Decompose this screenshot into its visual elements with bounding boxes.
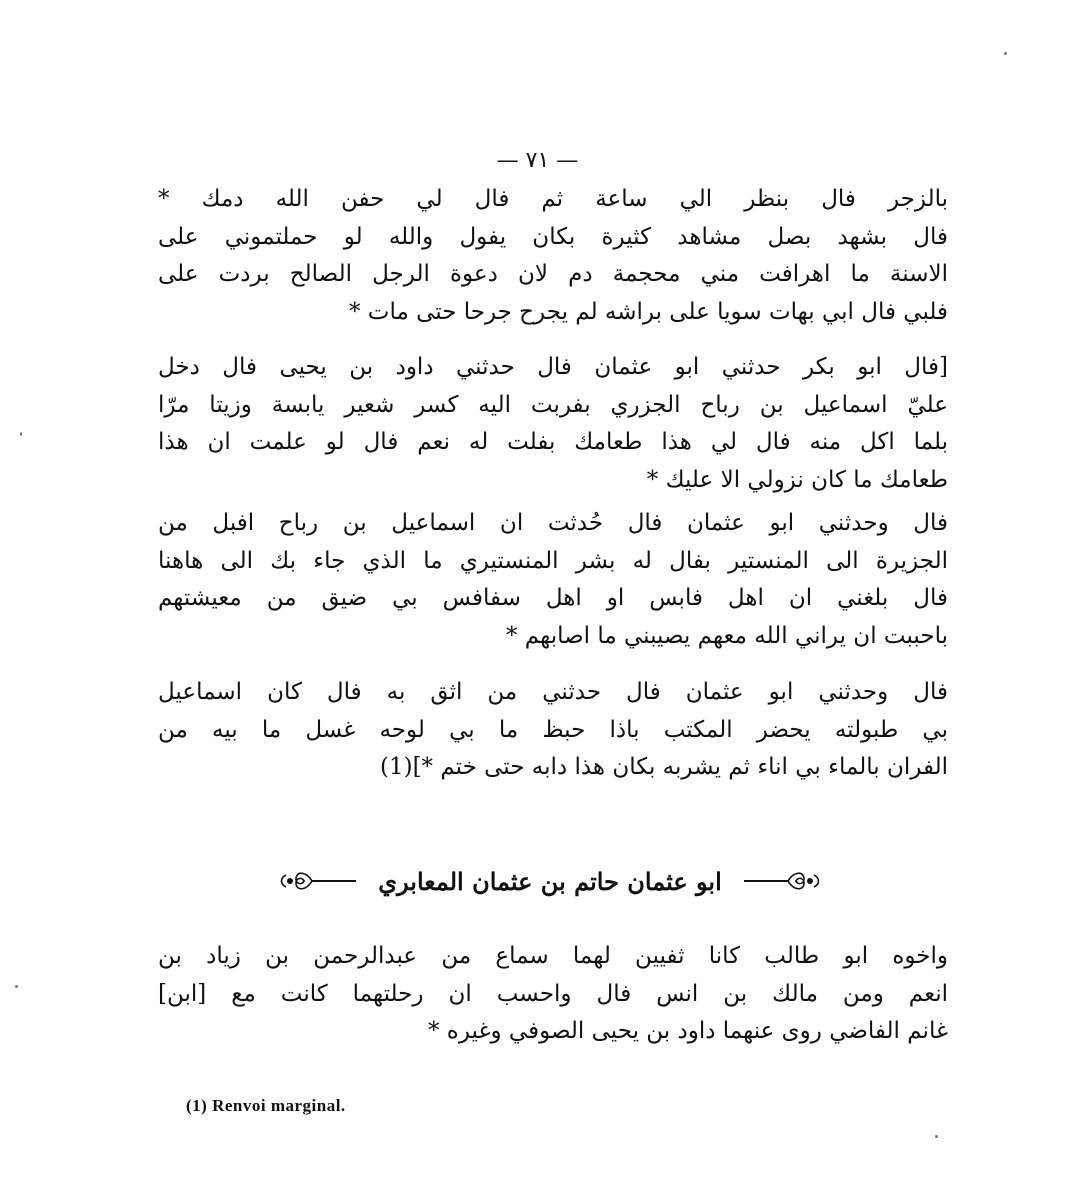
text-line: انعم ومن مالك بن انس فال واحسب ان رحلتهما كانت مع [ابن] bbox=[158, 980, 948, 1007]
text-line: فال بلغني ان اهل فابس او اهل سفافس بي ضيق من معيشتهم bbox=[158, 585, 948, 611]
scan-speck bbox=[20, 432, 22, 436]
text-line: الفران بالماء بي اناء ثم يشربه بكان هذا دابه حتى ختم *](1) bbox=[379, 754, 948, 780]
text-line: فال وحدثني ابو عثمان فال حُدثت ان اسماعيل بن رباح افبل من bbox=[158, 510, 948, 536]
text-line: [فال ابو بكر حدثني ابو عثمان فال حدثني داود بن يحيى فال دخل bbox=[158, 354, 948, 380]
text-line: بلما اكل منه فال لي هذا طعامك بفلت له نعم فال لو علمت ان هذا bbox=[158, 429, 948, 455]
text-line: بالزجر فال بنظر الي ساعة ثم فال لي حفن الله دمك * bbox=[158, 186, 948, 212]
text-line: بي طبولته يحضر المكتب باذا حبظ ما بي لوحه غسل ما بيه من bbox=[158, 716, 948, 743]
paragraph-1 bbox=[158, 181, 948, 331]
text-line: فال وحدثني ابو عثمان فال حدثني من اثق به فال كان اسماعيل bbox=[158, 679, 948, 705]
text-line: طعامك ما كان نزولي الا عليك * bbox=[646, 466, 948, 493]
scan-speck bbox=[15, 985, 18, 988]
paragraph-5 bbox=[158, 938, 948, 1051]
footnote: (1) Renvoi marginal. bbox=[186, 1096, 346, 1115]
page-number: — ٧١ — bbox=[496, 148, 579, 173]
paragraph-4 bbox=[158, 674, 948, 787]
ornament-right-icon bbox=[744, 869, 820, 893]
text-line: الاسنة ما اهرافت مني محجمة دم لان دعوة الرجل الصالح بردت على bbox=[158, 261, 948, 287]
text-line: فلبي فال ابي بهات سويا على براشه لم يجرح جرحا حتى مات * bbox=[349, 298, 948, 325]
section-heading bbox=[280, 858, 820, 904]
paragraph-2 bbox=[158, 349, 948, 499]
ornament-left-icon bbox=[280, 869, 356, 893]
text-line: باحببت ان يراني الله معهم يصيبني ما اصابهم * bbox=[506, 622, 948, 649]
text-line: غانم الفاضي روى عنهما داود بن يحيى الصوفي وغيره * bbox=[427, 1018, 948, 1044]
text-line: فال بشهد بصل مشاهد كثيرة بكان يفول والله لو حملتموني على bbox=[158, 223, 948, 250]
scan-speck bbox=[935, 1135, 938, 1138]
text-line: الجزيرة الى المنستير بفال له بشر المنستيري ما الذي جاء بك الى هاهنا bbox=[158, 547, 948, 574]
heading-title: ابو عثمان حاتم بن عثمان المعابري bbox=[378, 866, 722, 896]
paragraph-3 bbox=[158, 505, 948, 655]
text-line: عليّ اسماعيل بن رباح الجزري بفربت اليه كسر شعير يابسة وزيتا مرّا bbox=[158, 391, 948, 418]
text-line: واخوه ابو طالب كانا ثفيين لهما سماع من عبدالرحمن بن زياد بن bbox=[158, 943, 948, 969]
scan-speck bbox=[1004, 52, 1007, 55]
